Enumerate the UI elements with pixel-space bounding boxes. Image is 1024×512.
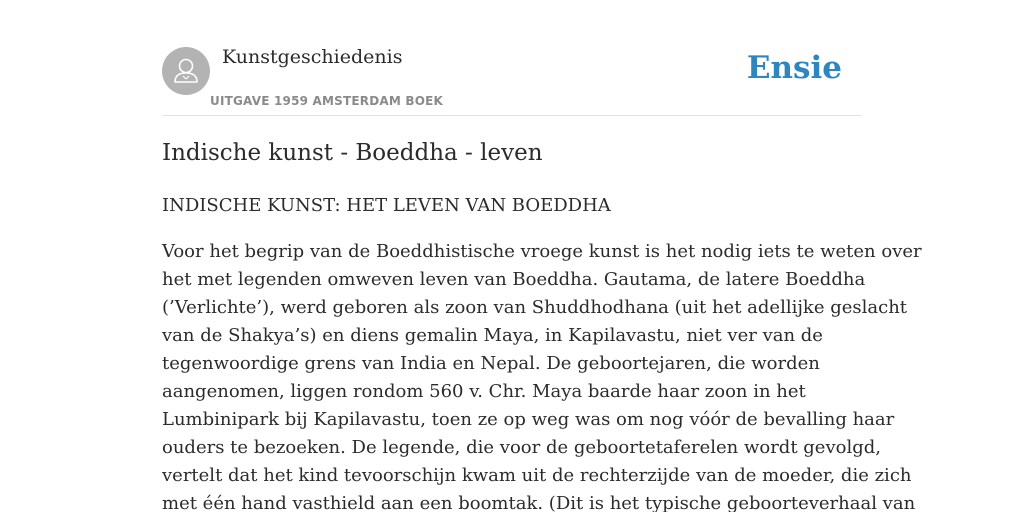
body-line: tegenwoordige grens van India en Nepal. De geboortejaren, die worden xyxy=(162,353,820,374)
body-line: van de Shakya’s) en diens gemalin Maya, in Kapilavastu, niet ver van de xyxy=(162,325,823,346)
body-line: ouders te bezoeken. De legende, die voor de geboortetaferelen wordt gevolgd, xyxy=(162,437,881,458)
article-body xyxy=(162,238,922,512)
body-line: vertelt dat het kind tevoorschijn kwam uit de rechterzijde van de moeder, die zich xyxy=(162,465,912,486)
body-line: (’Verlichte’), werd geboren als zoon van Shuddhodhana (uit het adellijke geslacht xyxy=(162,297,908,318)
body-line: met één hand vasthield aan een boomtak. (Dit is het typische geboorteverhaal van xyxy=(162,493,916,512)
article-subtitle: INDISCHE KUNST: HET LEVEN VAN BOEDDHA xyxy=(162,195,611,216)
page-title: Indische kunst - Boeddha - leven xyxy=(162,140,543,166)
header-divider xyxy=(162,115,862,116)
source-meta: UITGAVE 1959 AMSTERDAM BOEK xyxy=(210,94,444,108)
body-line: aangenomen, liggen rondom 560 v. Chr. Maya baarde haar zoon in het xyxy=(162,381,806,402)
brand-logo[interactable]: Ensie xyxy=(746,50,842,86)
body-line: Lumbinipark bij Kapilavastu, toen ze op weg was om nog vóór de bevalling haar xyxy=(162,409,895,430)
source-name[interactable]: Kunstgeschiedenis xyxy=(222,46,403,68)
user-icon[interactable] xyxy=(162,47,210,95)
body-line: Voor het begrip van de Boeddhistische vroege kunst is het nodig iets te weten over xyxy=(162,241,922,262)
body-line: het met legenden omweven leven van Boeddha. Gautama, de latere Boeddha xyxy=(162,269,866,290)
